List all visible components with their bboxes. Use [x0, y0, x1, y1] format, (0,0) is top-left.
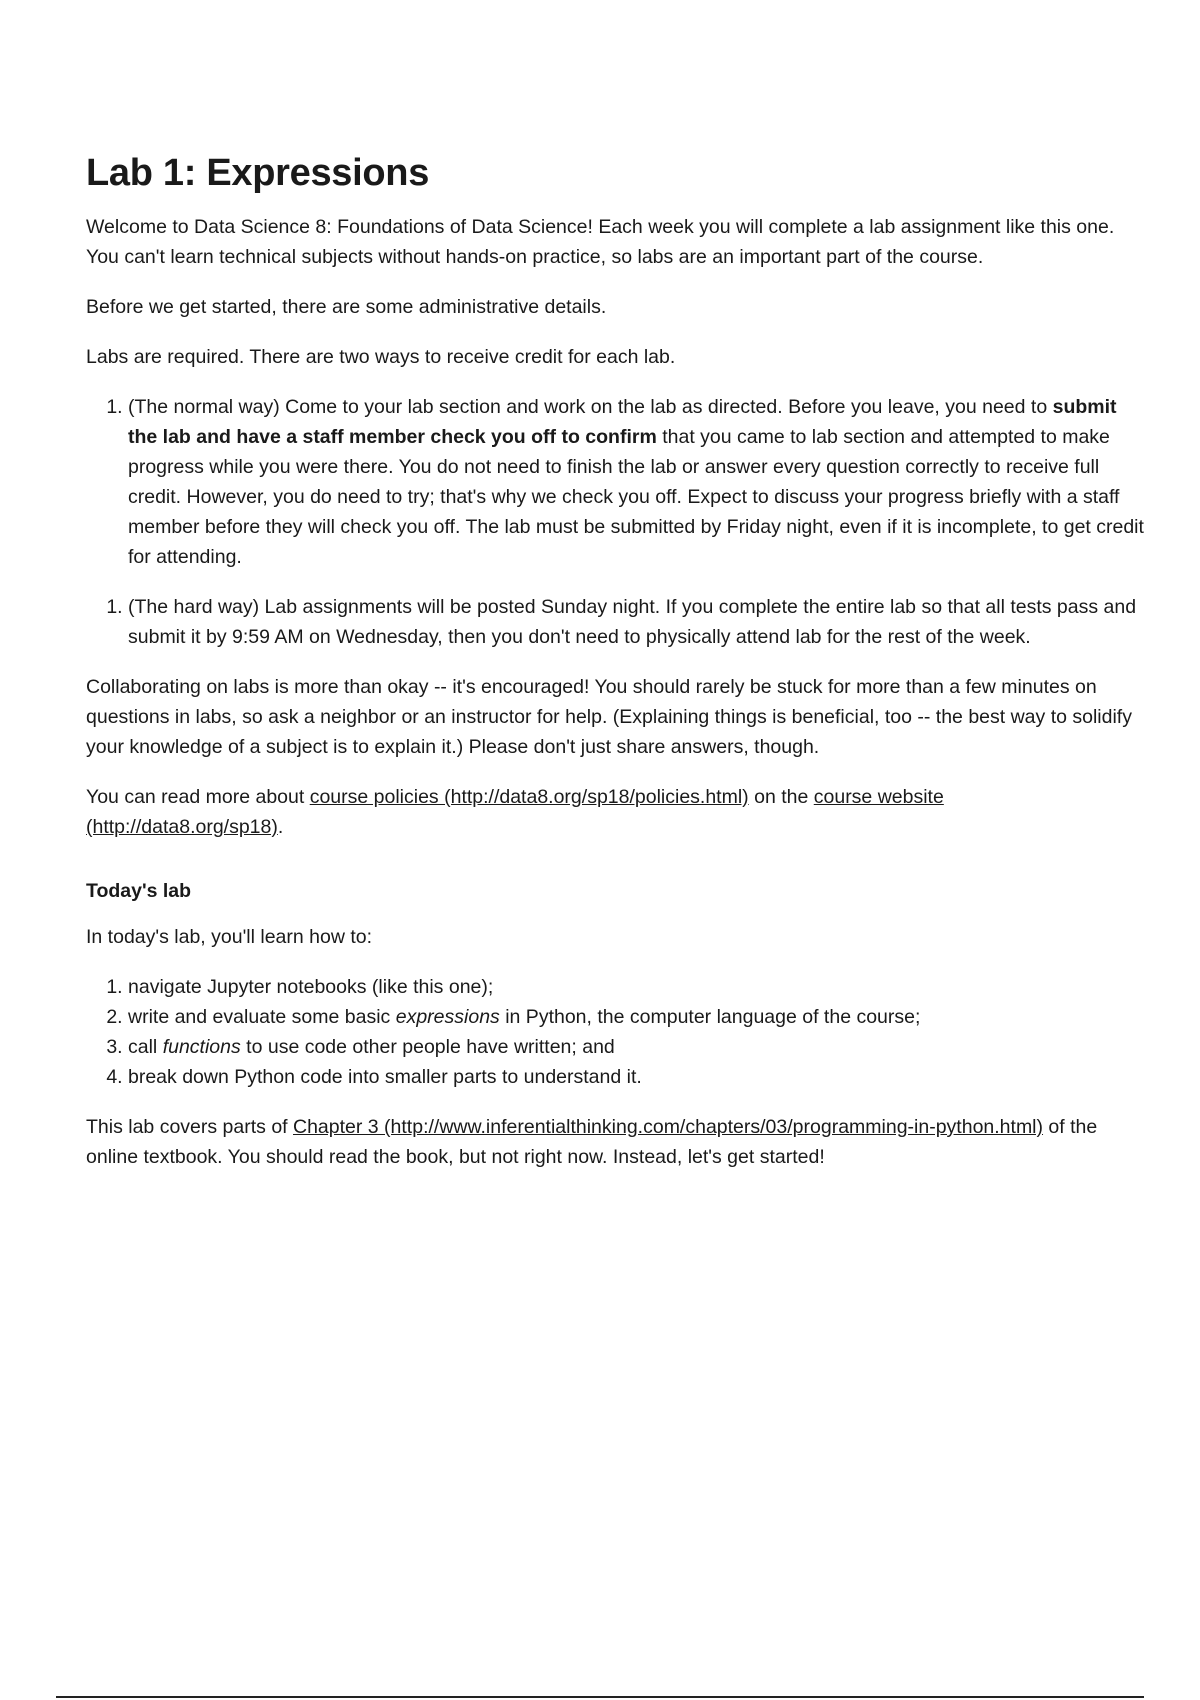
page-bottom-rule	[56, 1696, 1144, 1698]
notebook-page	[86, 150, 1146, 1192]
way1-text-bold: submit the lab and have a staff member check you off to confirm	[128, 396, 1117, 448]
goal-item: 2. write and evaluate some basic expressions in Python, the computer language of the course;	[128, 1002, 1146, 1032]
chapter-3-link[interactable]: Chapter 3 (http://www.inferentialthinking.com/chapters/03/programming-in-python.html)	[293, 1116, 1044, 1138]
policies-post: .	[277, 816, 284, 838]
goal-item: 4. break down Python code into smaller parts to understand it.	[128, 1062, 1146, 1092]
policies-mid: on the	[748, 786, 814, 808]
todays-lab-heading: Today's lab	[86, 880, 192, 902]
credit-way-list-2	[86, 592, 1146, 652]
page-title: Lab 1: Expressions	[86, 152, 430, 194]
goal-item: 3. call functions to use code other people have written; and	[128, 1032, 1146, 1062]
chapter-pre: This lab covers parts of	[86, 1116, 293, 1138]
policies-pre: You can read more about	[86, 786, 310, 808]
way1-text-pre: (The normal way) Come to your lab section and work on the lab as directed. Before you leave, you need to	[128, 396, 1053, 418]
way1-text-post: that you came to lab section and attempted to make progress while you were there. You do not need to finish the lab or answer every question correctly to receive full credit. However, you do need to try; that's why we check you off. Expect to discuss your progress briefly with a staff member before they will check you off. The lab must be submitted by Friday night, even if it is incomplete, to get credit for attending.	[128, 426, 1144, 568]
course-policies-link[interactable]: course policies (http://data8.org/sp18/policies.html)	[309, 786, 749, 808]
course-website-link[interactable]: course website (http://data8.org/sp18)	[86, 786, 944, 838]
credit-way-list-1	[86, 392, 1146, 572]
intro-paragraph: Welcome to Data Science 8: Foundations of Data Science! Each week you will complete a lab assignment like this one. You can't learn technical subjects without hands-on practice, so labs are an important part of the course.	[86, 216, 1115, 268]
goal-item: 1. navigate Jupyter notebooks (like this one);	[128, 972, 1146, 1002]
chapter-post: of the online textbook. You should read the book, but not right now. Instead, let's get started!	[86, 1116, 1098, 1168]
collab-paragraph: Collaborating on labs is more than okay -- it's encouraged! You should rarely be stuck for more than a few minutes on questions in labs, so ask a neighbor or an instructor for help. (Explaining things is beneficial, too -- the best way to solidify your knowledge of a subject is to explain it.) Please don't just share answers, though.	[86, 676, 1132, 758]
policies-paragraph	[86, 782, 1146, 842]
labs-required-paragraph: Labs are required. There are two ways to receive credit for each lab.	[86, 346, 676, 368]
todays-lab-intro: In today's lab, you'll learn how to:	[86, 926, 373, 948]
goals-list	[86, 972, 1146, 1092]
admin-paragraph: Before we get started, there are some administrative details.	[86, 296, 607, 318]
credit-way-normal	[128, 392, 1146, 572]
credit-way-hard: 1. (The hard way) Lab assignments will be posted Sunday night. If you complete the entire lab so that all tests pass and submit it by 9:59 AM on Wednesday, then you don't need to physically attend lab for the rest of the week.	[128, 592, 1146, 652]
chapter-paragraph	[86, 1112, 1146, 1172]
